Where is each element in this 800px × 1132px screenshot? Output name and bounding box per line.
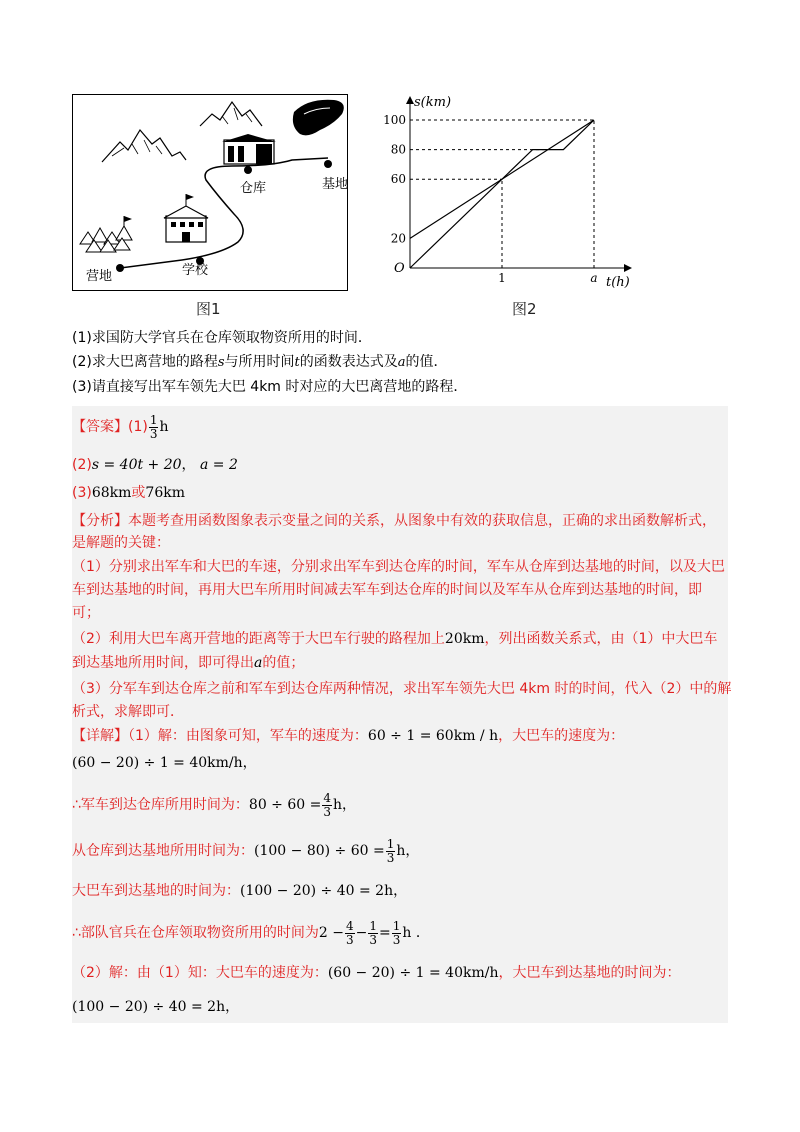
label-camp: 营地 [86, 269, 113, 284]
figure-2-caption: 图2 [512, 300, 537, 318]
detail-line-2: (60 − 20) ÷ 1 = 40km/h， [72, 755, 257, 771]
analysis-line-3: （1）分别求出军车和大巴的车速，分别求出军车到达仓库的时间，军车从仓库到达基地的时间，以及大巴 [72, 559, 725, 575]
detail-line-8: (100 − 20) ÷ 40 = 2h， [72, 999, 240, 1015]
figure-1-caption: 图1 [196, 300, 221, 318]
detail-line-1: 【详解】（1）解：由图象可知，军车的速度为：60 ÷ 1 = 60km / h，大巴车的速度为： [72, 728, 625, 744]
y-tick-20: 20 [390, 231, 406, 246]
distance-time-graph [380, 90, 640, 290]
label-school: 学校 [182, 263, 209, 278]
question-2: (2)求大巴离营地的路程s与所用时间t的函数表达式及a的值． [72, 354, 448, 370]
y-tick-60: 60 [390, 172, 406, 187]
map-illustration [72, 94, 348, 291]
x-tick-1: 1 [498, 271, 506, 285]
y-tick-100: 100 [383, 113, 406, 127]
analysis-line-8: （3）分军车到达仓库之前和军车到达仓库两种情况，求出军车领先大巴 4km 时的时间，代入（2）中的解 [72, 681, 732, 697]
detail-line-6: ∴部队官兵在仓库领取物资所用的时间为2 − $\frac{4}{3}$ − $\frac{1}{3}$ = $\frac{1}{3}$ h ． [72, 918, 430, 947]
answer-2: (2)s = 40t + 20， a = 2 [72, 457, 238, 473]
detail-line-7: （2）解：由（1）知：大巴车的速度为：(60 − 20) ÷ 1 = 40km/h，大巴车到达基地的时间为： [72, 965, 681, 981]
answer-1-fraction: $\frac{1}{3}$ [149, 412, 158, 441]
question-1: (1)求国防大学官兵在仓库领取物资所用的时间． [72, 330, 372, 346]
analysis-line-9: 析式，求解即可． [72, 704, 184, 720]
analysis-line-5: 可； [72, 605, 100, 621]
answer-1: 【答案】(1) $\frac{1}{3}$ h [72, 412, 169, 441]
x-tick-a: a [590, 271, 598, 285]
y-tick-80: 80 [390, 142, 406, 157]
analysis-line-2: 是解题的关键： [72, 535, 170, 551]
label-base: 基地 [322, 177, 348, 192]
detail-line-3: ∴军车到达仓库所用时间为：80 ÷ 60 = $\frac{4}{3}$ h， [72, 790, 357, 819]
question-3: (3)请直接写出军车领先大巴 4km 时对应的大巴离营地的路程． [72, 379, 468, 395]
detail-line-4: 从仓库到达基地所用时间为：(100 − 80) ÷ 60 = $\frac{1}{3}$ h， [72, 836, 420, 865]
series-line-bus [410, 120, 594, 238]
analysis-line-6: （2）利用大巴车离开营地的距离等于大巴车行驶的路程加上20km，列出函数关系式，由（1）中大巴车 [72, 631, 718, 647]
analysis-line-7: 到达基地所用时间，即可得出a的值； [72, 655, 305, 671]
y-axis-label: s(km) [414, 95, 452, 110]
detail-line-5: 大巴车到达基地的时间为：(100 − 20) ÷ 40 = 2h， [72, 883, 408, 899]
origin-label: O [394, 261, 405, 276]
analysis-line-1: 【分析】本题考查用函数图象表示变量之间的关系，从图象中有效的获取信息，正确的求出函数解析式， [72, 513, 716, 529]
answer-3: (3)68km或76km [72, 485, 185, 501]
figure-2 [380, 90, 640, 290]
label-warehouse: 仓库 [240, 181, 267, 196]
figure-1 [72, 94, 348, 291]
x-axis-label: t(h) [606, 275, 630, 290]
analysis-line-4: 车到达基地的时间，再用大巴车所用时间减去军车到达仓库的时间以及军车从仓库到达基地的时间，即 [72, 582, 702, 598]
